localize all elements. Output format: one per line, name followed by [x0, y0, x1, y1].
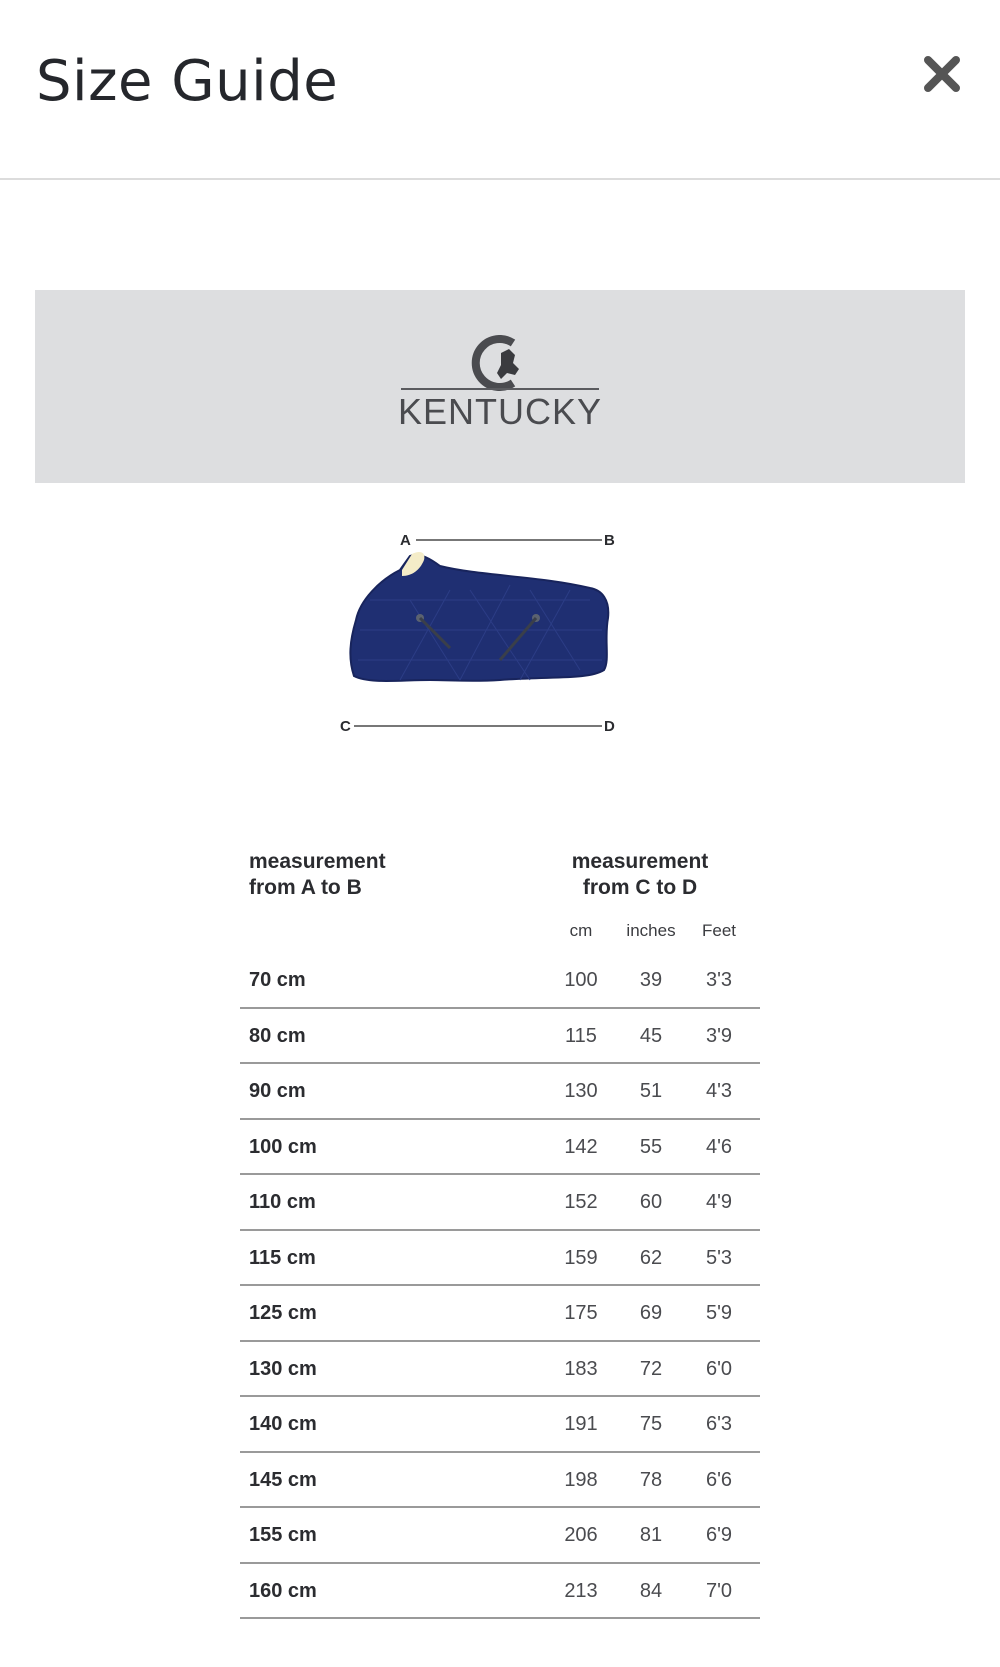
row-feet: 3'9 [705, 1024, 733, 1047]
table-row [240, 953, 760, 1009]
row-cm: 115 [565, 1024, 597, 1047]
brand-banner [35, 290, 965, 483]
row-feet: 4'9 [705, 1191, 733, 1213]
row-feet: 5'9 [705, 1302, 733, 1324]
row-ab: 140 cm [249, 1413, 317, 1435]
row-inches: 84 [639, 1579, 663, 1602]
table-row [240, 1064, 760, 1120]
row-feet: 6'3 [705, 1413, 733, 1435]
close-button[interactable] [918, 50, 966, 98]
rug-diagram [340, 530, 670, 745]
table-rows [240, 953, 760, 1619]
row-ab: 155 cm [249, 1524, 317, 1546]
row-inches: 78 [639, 1468, 663, 1491]
row-cm: 206 [564, 1524, 598, 1546]
row-ab: 110 cm [249, 1191, 316, 1213]
row-feet: 6'0 [705, 1357, 733, 1380]
row-cm: 191 [564, 1413, 598, 1435]
unit-feet: Feet [701, 921, 737, 940]
table-row [240, 1009, 760, 1065]
row-ab: 130 cm [249, 1357, 317, 1380]
row-cm: 100 [564, 969, 598, 991]
table-row [240, 1175, 760, 1231]
table-row [240, 1564, 760, 1620]
table-row [240, 1453, 760, 1509]
header-cd-line2: from C to D [582, 876, 698, 899]
table-row [240, 1120, 760, 1176]
row-cm: 159 [564, 1246, 598, 1269]
header-cd [540, 849, 740, 901]
brand-wordmark: KENTUCKY [397, 391, 603, 432]
row-cm: 142 [564, 1135, 598, 1158]
row-inches: 69 [639, 1302, 663, 1324]
table-row [240, 1508, 760, 1564]
row-inches: 45 [639, 1024, 663, 1047]
modal-header [0, 0, 1000, 180]
row-ab: 80 cm [249, 1024, 306, 1047]
label-b: B [604, 532, 615, 549]
row-inches: 62 [639, 1246, 663, 1269]
label-d: D [604, 718, 615, 735]
row-feet: 6'9 [705, 1524, 733, 1546]
row-ab: 70 cm [249, 969, 306, 991]
table-row [240, 1286, 760, 1342]
row-cm: 152 [564, 1191, 598, 1213]
label-a: A [400, 532, 411, 549]
row-ab: 160 cm [249, 1579, 317, 1602]
header-ab [249, 849, 386, 901]
row-feet: 4'6 [705, 1135, 733, 1158]
row-cm: 183 [564, 1357, 598, 1380]
row-ab: 145 cm [249, 1468, 317, 1491]
unit-inches: inches [626, 921, 676, 940]
row-feet: 3'3 [705, 969, 733, 991]
row-inches: 75 [639, 1413, 663, 1435]
row-ab: 90 cm [249, 1080, 306, 1102]
row-feet: 5'3 [705, 1246, 733, 1269]
row-ab: 115 cm [249, 1246, 316, 1269]
table-row [240, 1397, 760, 1453]
header-ab-line2: from A to B [249, 876, 362, 899]
row-feet: 7'0 [705, 1579, 733, 1602]
row-ab: 100 cm [249, 1135, 317, 1158]
label-c: C [340, 718, 351, 735]
table-row [240, 1231, 760, 1287]
row-cm: 130 [564, 1080, 598, 1102]
row-feet: 6'6 [705, 1468, 733, 1491]
header-ab-line1: measurement [249, 850, 386, 873]
brand-logo [395, 335, 605, 445]
horseshoe-horse-logo-icon [395, 335, 605, 395]
unit-cm: cm [569, 921, 593, 940]
row-cm: 175 [564, 1302, 598, 1324]
row-inches: 72 [639, 1357, 663, 1380]
row-inches: 55 [639, 1135, 663, 1158]
table-row [240, 1342, 760, 1398]
horse-rug-icon [350, 552, 608, 681]
header-cd-line1: measurement [571, 850, 709, 873]
row-feet: 4'3 [705, 1080, 733, 1102]
row-inches: 60 [639, 1191, 663, 1213]
row-cm: 198 [564, 1468, 598, 1491]
close-x-icon [918, 50, 966, 98]
row-inches: 39 [639, 969, 663, 991]
row-ab: 125 cm [249, 1302, 317, 1324]
row-cm: 213 [564, 1579, 598, 1602]
modal-title: Size Guide [36, 49, 339, 114]
row-inches: 81 [639, 1524, 663, 1546]
row-inches: 51 [639, 1080, 663, 1102]
